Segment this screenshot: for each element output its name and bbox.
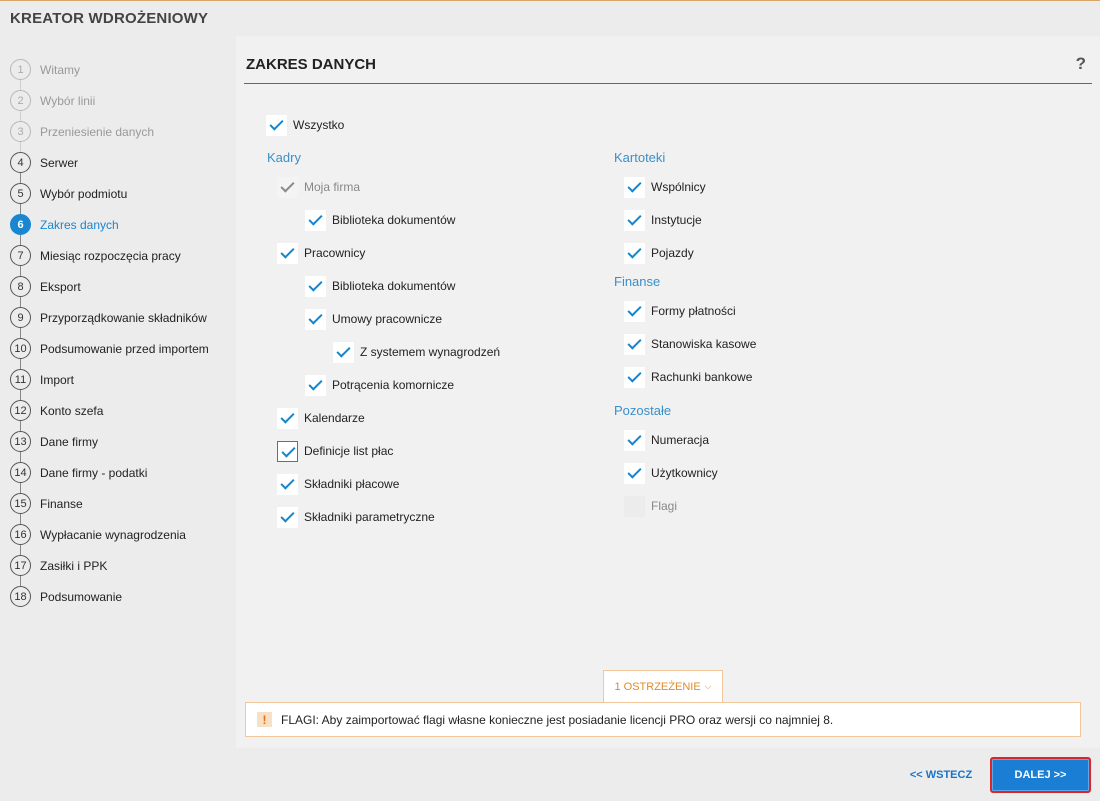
step-13[interactable] (10, 426, 232, 457)
step-label: Konto szefa (40, 403, 104, 418)
step-number: 9 (10, 307, 31, 328)
checkbox-box[interactable] (624, 243, 645, 264)
help-icon[interactable]: ? (1075, 54, 1086, 73)
step-label: Wybór linii (40, 93, 96, 108)
checkbox-label: Składniki parametryczne (304, 510, 435, 524)
checkbox-box[interactable] (277, 408, 298, 429)
checkbox-umowy-pracownicze[interactable] (305, 308, 442, 330)
title-divider (244, 83, 1092, 84)
checkbox-label: Składniki płacowe (304, 477, 400, 491)
check-icon (308, 376, 322, 390)
checkbox-label: Potrącenia komornicze (332, 378, 455, 392)
checkbox-box (277, 177, 298, 198)
checkbox-moja-firma-biblioteka[interactable] (305, 209, 455, 231)
checkbox-rachunki-bankowe[interactable] (624, 366, 752, 388)
checkbox-moja-firma (277, 176, 360, 198)
warning-text: FLAGI: Aby zaimportować flagi własne konieczne jest posiadanie licencji PRO oraz wersji co najmniej 8. (281, 712, 834, 727)
step-label: Podsumowanie (40, 589, 123, 604)
step-number: 1 (10, 59, 31, 80)
step-12[interactable] (10, 395, 232, 426)
check-icon (280, 178, 294, 192)
checkbox-box[interactable] (624, 301, 645, 322)
check-icon (627, 431, 641, 445)
warning-exclamation-icon: ! (257, 712, 272, 727)
check-icon (627, 464, 641, 478)
section-title: ZAKRES DANYCH (246, 56, 377, 73)
check-icon (280, 508, 294, 522)
check-icon (308, 277, 322, 291)
step-number: 12 (10, 400, 31, 421)
step-label: Dane firmy - podatki (40, 465, 148, 480)
checkbox-box[interactable] (305, 276, 326, 297)
checkbox-label: Pojazdy (651, 246, 694, 260)
check-icon (280, 409, 294, 423)
step-17[interactable] (10, 550, 232, 581)
step-label: Zasiłki i PPK (40, 558, 108, 573)
checkbox-label: Z systemem wynagrodzeń (360, 345, 501, 359)
step-4[interactable] (10, 147, 232, 178)
step-number: 10 (10, 338, 31, 359)
step-number: 7 (10, 245, 31, 266)
checkbox-box[interactable] (305, 210, 326, 231)
checkbox-label: Umowy pracownicze (332, 312, 443, 326)
step-label: Podsumowanie przed importem (40, 341, 209, 356)
checkbox-box[interactable] (333, 342, 354, 363)
checkbox-box[interactable] (624, 430, 645, 451)
step-18[interactable] (10, 581, 232, 612)
step-label: Wypłacanie wynagrodzenia (40, 527, 186, 542)
checkbox-box[interactable] (277, 243, 298, 264)
step-number: 3 (10, 121, 31, 142)
step-label: Wybór podmiotu (40, 186, 128, 201)
warning-count-label: 1 OSTRZEŻENIE (614, 680, 701, 693)
check-icon (281, 443, 295, 457)
checkbox-box[interactable] (277, 507, 298, 528)
step-1[interactable] (10, 54, 232, 85)
checkbox-label: Flagi (651, 499, 678, 513)
step-3[interactable] (10, 116, 232, 147)
checkbox-box[interactable] (305, 375, 326, 396)
checkbox-label: Rachunki bankowe (651, 370, 753, 384)
check-icon (308, 310, 322, 324)
step-label: Finanse (40, 496, 83, 511)
wizard-steps (10, 54, 232, 612)
step-7[interactable] (10, 240, 232, 271)
check-icon (627, 368, 641, 382)
step-label: Serwer (40, 155, 79, 170)
checkbox-wszystko[interactable] (266, 114, 344, 136)
group-heading-finanse: Finanse (614, 274, 661, 289)
step-number: 4 (10, 152, 31, 173)
checkbox-kalendarze[interactable] (277, 407, 365, 429)
checkbox-label: Pracownicy (304, 246, 366, 260)
step-2[interactable] (10, 85, 232, 116)
checkbox-label: Formy płatności (651, 304, 736, 318)
checkbox-label: Użytkownicy (651, 466, 718, 480)
group-heading-pozostale: Pozostałe (614, 403, 672, 418)
step-6[interactable] (10, 209, 232, 240)
step-label: Zakres danych (40, 217, 119, 232)
checkbox-box[interactable] (305, 309, 326, 330)
step-number: 8 (10, 276, 31, 297)
checkbox-label: Wspólnicy (651, 180, 706, 194)
check-icon (627, 178, 641, 192)
step-5[interactable] (10, 178, 232, 209)
step-label: Witamy (40, 62, 80, 77)
step-number: 16 (10, 524, 31, 545)
checkbox-potracenia-komornicze[interactable] (305, 374, 454, 396)
checkbox-label: Stanowiska kasowe (651, 337, 757, 351)
step-label: Przyporządkowanie składników (40, 310, 207, 325)
check-icon (280, 475, 294, 489)
checkbox-skladniki-placowe[interactable] (277, 473, 399, 495)
step-10[interactable] (10, 333, 232, 364)
check-icon (627, 244, 641, 258)
top-accent-line (0, 0, 1100, 1)
step-number: 5 (10, 183, 31, 204)
check-icon (269, 116, 283, 130)
group-heading-kadry: Kadry (267, 150, 301, 165)
check-icon (336, 343, 350, 357)
main-panel (236, 36, 1100, 748)
checkbox-definicje-list-plac[interactable] (277, 440, 393, 462)
step-number: 11 (10, 369, 31, 390)
step-number: 6 (10, 214, 31, 235)
checkbox-label: Kalendarze (304, 411, 365, 425)
warning-message (245, 702, 1081, 737)
check-icon (308, 211, 322, 225)
checkbox-label: Moja firma (304, 180, 361, 194)
step-number: 17 (10, 555, 31, 576)
next-button[interactable]: DALEJ >> (990, 757, 1091, 793)
step-8[interactable] (10, 271, 232, 302)
app-title: KREATOR WDROŻENIOWY (10, 10, 209, 27)
step-label: Eksport (40, 279, 81, 294)
checkbox-numeracja[interactable] (624, 429, 709, 451)
checkbox-box[interactable] (277, 474, 298, 495)
chevron-down-icon: ⌵ (704, 681, 712, 691)
checkbox-skladniki-parametryczne[interactable] (277, 506, 435, 528)
checkbox-wspolnicy[interactable] (624, 176, 706, 198)
checkbox-box[interactable] (624, 210, 645, 231)
step-14[interactable] (10, 457, 232, 488)
checkbox-box[interactable] (624, 334, 645, 355)
checkbox-box[interactable] (277, 441, 298, 462)
checkbox-label: Biblioteka dokumentów (332, 279, 456, 293)
step-11[interactable] (10, 364, 232, 395)
checkbox-pracownicy-biblioteka[interactable] (305, 275, 455, 297)
checkbox-label: Wszystko (293, 118, 345, 132)
step-label: Miesiąc rozpoczęcia pracy (40, 248, 181, 263)
step-label: Import (40, 372, 75, 387)
step-number: 18 (10, 586, 31, 607)
checkbox-pracownicy[interactable] (277, 242, 365, 264)
step-9[interactable] (10, 302, 232, 333)
back-button[interactable]: << WSTECZ (909, 769, 973, 781)
step-16[interactable] (10, 519, 232, 550)
check-icon (627, 302, 641, 316)
check-icon (627, 335, 641, 349)
checkbox-box[interactable] (624, 177, 645, 198)
checkbox-box[interactable] (624, 463, 645, 484)
checkbox-flagi (624, 495, 677, 517)
checkbox-formy-platnosci[interactable] (624, 300, 736, 322)
checkbox-instytucje[interactable] (624, 209, 702, 231)
step-label: Przeniesienie danych (40, 124, 155, 139)
checkbox-box[interactable] (266, 115, 287, 136)
step-number: 15 (10, 493, 31, 514)
checkbox-z-systemem-wynagrodzen[interactable] (333, 341, 500, 363)
step-label: Dane firmy (40, 434, 99, 449)
group-heading-kartoteki: Kartoteki (614, 150, 666, 165)
warning-toggle-tab[interactable] (603, 670, 723, 702)
checkbox-stanowiska-kasowe[interactable] (624, 333, 756, 355)
step-15[interactable] (10, 488, 232, 519)
check-icon (280, 244, 294, 258)
checkbox-box (624, 496, 645, 517)
step-number: 14 (10, 462, 31, 483)
check-icon (627, 211, 641, 225)
checkbox-uzytkownicy[interactable] (624, 462, 718, 484)
checkbox-label: Numeracja (651, 433, 710, 447)
checkbox-box[interactable] (624, 367, 645, 388)
checkbox-label: Definicje list płac (304, 444, 394, 458)
checkbox-label: Biblioteka dokumentów (332, 213, 456, 227)
step-number: 13 (10, 431, 31, 452)
checkbox-pojazdy[interactable] (624, 242, 694, 264)
step-number: 2 (10, 90, 31, 111)
checkbox-label: Instytucje (651, 213, 702, 227)
